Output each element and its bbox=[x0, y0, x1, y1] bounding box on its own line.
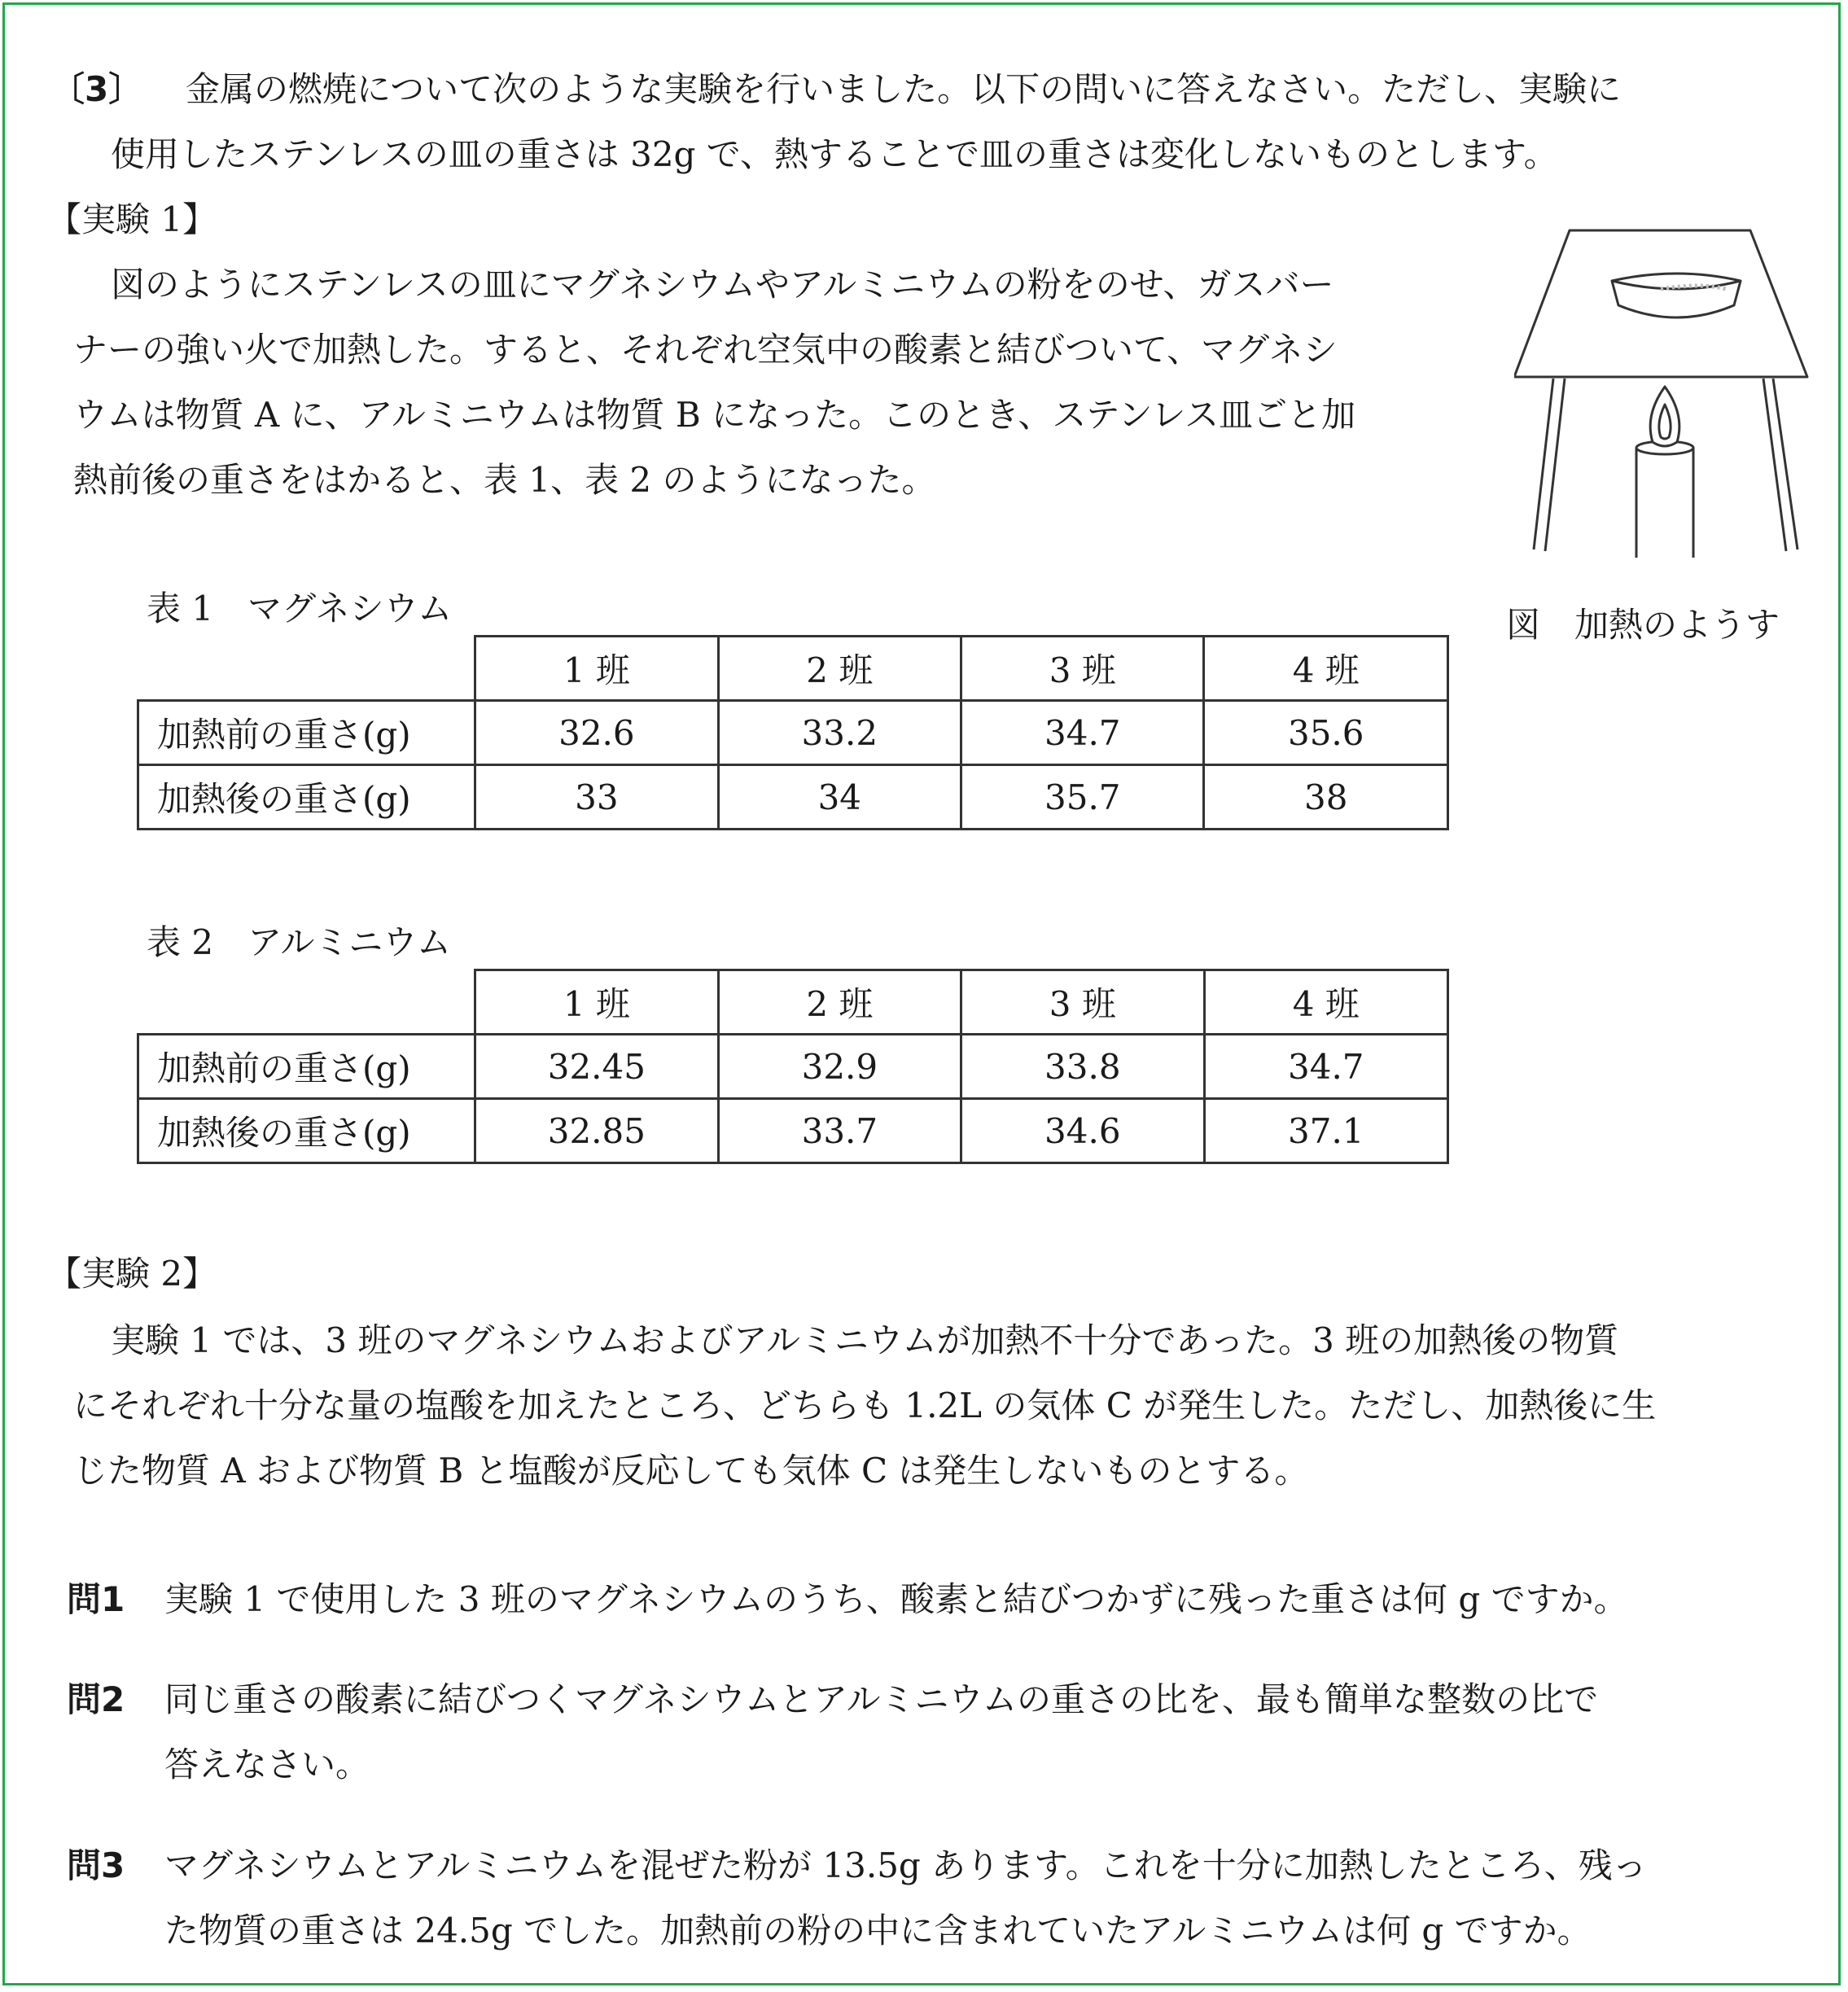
table-header-row bbox=[138, 637, 1448, 701]
table1-magnesium bbox=[137, 635, 1449, 830]
experiment1-line-2: ナーの強い火で加熱した。すると、それぞれ空気中の酸素と結びついて、マグネシ bbox=[73, 330, 1338, 370]
table1-title: 表 1 マグネシウム bbox=[147, 589, 453, 628]
table-cell: 32.6 bbox=[475, 701, 718, 765]
table-row bbox=[138, 765, 1448, 830]
row-header: 加熱後の重さ(g) bbox=[138, 765, 475, 830]
column-header: 2 班 bbox=[718, 970, 961, 1035]
column-header: 2 班 bbox=[718, 637, 961, 701]
row-header: 加熱前の重さ(g) bbox=[138, 1035, 475, 1099]
heating-setup-figure bbox=[1514, 224, 1815, 566]
row-header: 加熱前の重さ(g) bbox=[138, 701, 475, 765]
table-row bbox=[138, 1035, 1448, 1099]
table-cell: 34.6 bbox=[961, 1099, 1204, 1163]
column-header: 4 班 bbox=[1204, 970, 1447, 1035]
experiment1-line-1: 図のようにステンレスの皿にマグネシウムやアルミニウムの粉をのせ、ガスバー bbox=[111, 265, 1334, 304]
experiment1-line-3: ウムは物質 A に、アルミニウムは物質 B になった。このとき、ステンレス皿ごと加 bbox=[73, 395, 1356, 435]
figure-caption: 図 加熱のようす bbox=[1506, 605, 1780, 645]
tripod-leg-right bbox=[1763, 379, 1786, 551]
experiment2-line-1: 実験 1 では、3 班のマグネシウムおよびアルミニウムが加熱不十分であった。3 班の加熱後の物質 bbox=[111, 1320, 1619, 1360]
stainless-dish bbox=[1612, 274, 1741, 317]
table-cell: 32.85 bbox=[475, 1099, 719, 1163]
table-cell: 33.8 bbox=[961, 1035, 1204, 1099]
table-corner bbox=[138, 970, 475, 1035]
experiment1-line-4: 熱前後の重さをはかると、表 1、表 2 のようになった。 bbox=[73, 460, 936, 500]
question-1-label: 問1 bbox=[67, 1579, 125, 1619]
table-cell: 38 bbox=[1204, 765, 1448, 830]
tripod-leg-left bbox=[1534, 379, 1553, 549]
question-2-label: 問2 bbox=[67, 1679, 125, 1719]
intro-line-2: 使用したステンレスの皿の重さは 32g で、熱することで皿の重さは変化しないものとします。 bbox=[111, 134, 1558, 174]
table-corner bbox=[138, 637, 475, 701]
row-header: 加熱後の重さ(g) bbox=[138, 1099, 475, 1163]
table-cell: 34.7 bbox=[1204, 1035, 1447, 1099]
table-cell: 34 bbox=[718, 765, 961, 830]
table-cell: 33 bbox=[475, 765, 718, 830]
experiment2-line-3: じた物質 A および物質 B と塩酸が反応しても気体 C は発生しないものとする。 bbox=[73, 1451, 1309, 1491]
experiment1-title: 【実験 1】 bbox=[47, 199, 217, 239]
experiment2-title: 【実験 2】 bbox=[47, 1254, 217, 1294]
question-1-text: 実験 1 で使用した 3 班のマグネシウムのうち、酸素と結びつかずに残った重さは何 g ですか。 bbox=[164, 1579, 1628, 1619]
intro-line-1: 金属の燃焼について次のような実験を行いました。以下の問いに答えなさい。ただし、実験に bbox=[186, 69, 1622, 109]
column-header: 1 班 bbox=[475, 970, 719, 1035]
table-row bbox=[138, 1099, 1448, 1163]
experiment2-line-2: にそれぞれ十分な量の塩酸を加えたところ、どちらも 1.2L の気体 C が発生した。ただし、加熱後に生 bbox=[73, 1386, 1657, 1425]
question-3-label: 問3 bbox=[67, 1845, 125, 1885]
question-2-text-2: 答えなさい。 bbox=[164, 1745, 370, 1784]
table-header-row bbox=[138, 970, 1448, 1035]
table-row bbox=[138, 701, 1448, 765]
column-header: 1 班 bbox=[475, 637, 718, 701]
table2-title: 表 2 アルミニウム bbox=[147, 922, 451, 962]
question-3-text-1: マグネシウムとアルミニウムを混ぜた粉が 13.5g あります。これを十分に加熱したところ、残っ bbox=[164, 1845, 1647, 1885]
question-3-text-2: た物質の重さは 24.5g でした。加熱前の粉の中に含まれていたアルミニウムは何 g ですか。 bbox=[164, 1911, 1592, 1950]
table-cell: 33.2 bbox=[718, 701, 961, 765]
table-cell: 35.7 bbox=[961, 765, 1204, 830]
table-cell: 33.7 bbox=[718, 1099, 961, 1163]
column-header: 4 班 bbox=[1204, 637, 1448, 701]
flame bbox=[1650, 387, 1679, 446]
table2-aluminum bbox=[137, 969, 1449, 1164]
table-cell: 37.1 bbox=[1204, 1099, 1447, 1163]
question-2-text-1: 同じ重さの酸素に結びつくマグネシウムとアルミニウムの重さの比を、最も簡単な整数の比で bbox=[164, 1679, 1599, 1719]
table-cell: 35.6 bbox=[1204, 701, 1448, 765]
column-header: 3 班 bbox=[961, 970, 1204, 1035]
problem-number: 〔3〕 bbox=[50, 69, 143, 109]
table-cell: 32.45 bbox=[475, 1035, 719, 1099]
column-header: 3 班 bbox=[961, 637, 1204, 701]
table-cell: 34.7 bbox=[961, 701, 1204, 765]
table-cell: 32.9 bbox=[718, 1035, 961, 1099]
